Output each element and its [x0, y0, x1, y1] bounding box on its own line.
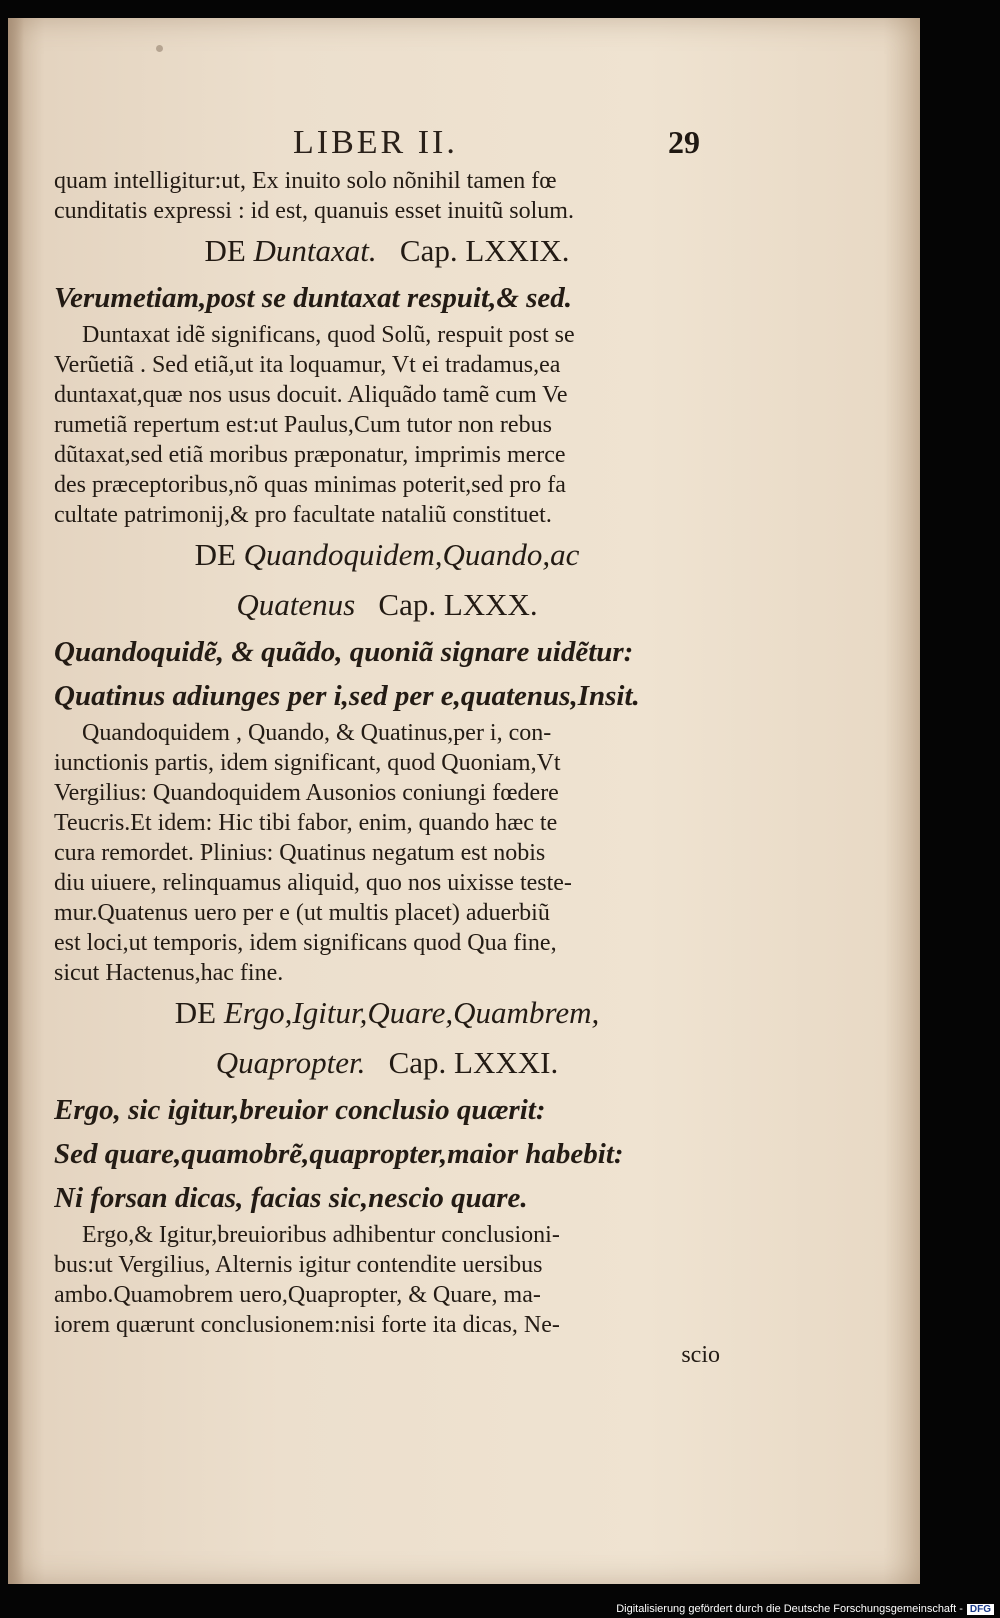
heading-word: Duntaxat. [253, 233, 377, 268]
text-line: des præceptoribus,nõ quas minimas poterit,sed pro fa [54, 472, 566, 498]
verse-line: Ni forsan dicas, facias sic,nescio quare. [54, 1182, 528, 1214]
text-line: est loci,ut temporis, idem significans quod Qua fine, [54, 930, 557, 956]
heading-word: Quapropter. [215, 1045, 366, 1080]
verse-line: Sed quare,quamobrẽ,quapropter,maior habebit: [54, 1138, 624, 1170]
running-title: LIBER II. [293, 124, 458, 161]
chapter-81-heading-line2 [54, 1038, 720, 1088]
digitization-credit [616, 1603, 994, 1615]
text-line: iunctionis partis, idem significant, quod Quoniam,Vt [54, 750, 561, 776]
verse-line: Ergo, sic igitur,breuior conclusio quærit: [54, 1094, 546, 1126]
heading-de: DE [204, 233, 246, 268]
chapter-79-heading [54, 226, 720, 276]
page-body [54, 166, 720, 1370]
heading-cap: Cap. LXXIX. [399, 233, 570, 268]
chapter-81-heading [54, 988, 720, 1038]
text-line: Verũetiã . Sed etiã,ut ita loquamur, Vt ei tradamus,ea [54, 352, 561, 378]
verse-line: Quatinus adiunges per i,sed per e,quatenus,Insit. [54, 680, 640, 712]
credit-text: Digitalisierung gefördert durch die Deutsche Forschungsgemeinschaft - [616, 1603, 963, 1615]
page-gutter-shadow [8, 18, 24, 1584]
text-line: mur.Quatenus uero per e (ut multis placet) aduerbiũ [54, 900, 550, 926]
text-line: cura remordet. Plinius: Quatinus negatum est nobis [54, 840, 546, 866]
heading-words: Ergo,Igitur,Quare,Quambrem, [223, 995, 600, 1030]
heading-word: Quatenus [236, 587, 356, 622]
chapter-80-heading-line2 [54, 580, 720, 630]
dfg-logo: DFG [967, 1604, 994, 1615]
text-line: cultate patrimonij,& pro facultate nataliũ constituet. [54, 502, 552, 528]
text-line: rumetiã repertum est:ut Paulus,Cum tutor non rebus [54, 412, 552, 438]
verse-line: Verumetiam,post se duntaxat respuit,& sed. [54, 282, 573, 314]
text-line: sicut Hactenus,hac fine. [54, 960, 284, 986]
text-line: diu uiuere, relinquamus aliquid, quo nos uixisse teste- [54, 870, 572, 896]
text-line: iorem quærunt conclusionem:nisi forte ita dicas, Ne- [54, 1312, 560, 1338]
text-line: bus:ut Vergilius, Alternis igitur contendite uersibus [54, 1252, 543, 1278]
text-line: ambo.Quamobrem uero,Quapropter, & Quare, ma- [54, 1282, 541, 1308]
text-line: Quandoquidem , Quando, & Quatinus,per i, con- [82, 720, 552, 746]
text-line: Duntaxat idẽ significans, quod Solũ, respuit post se [82, 322, 575, 348]
text-line: cunditatis expressi : id est, quanuis esset inuitũ solum. [54, 198, 574, 224]
text-line: dũtaxat,sed etiã moribus præponatur, imprimis merce [54, 442, 566, 468]
text-line: Teucris.Et idem: Hic tibi fabor, enim, quando hæc te [54, 810, 558, 836]
chapter-80-heading [54, 530, 720, 580]
book-page [8, 18, 920, 1584]
heading-cap: Cap. LXXX. [378, 587, 538, 622]
page-number: 29 [668, 124, 700, 160]
catchword: scio [681, 1342, 720, 1368]
heading-de: DE [174, 995, 217, 1030]
page-header [8, 124, 920, 164]
heading-cap: Cap. LXXXI. [388, 1045, 559, 1080]
text-line: Ergo,& Igitur,breuioribus adhibentur conclusioni- [82, 1222, 560, 1248]
text-line: quam intelligitur:ut, Ex inuito solo nõnihil tamen fœ [54, 168, 557, 194]
text-line: Vergilius: Quandoquidem Ausonios coniungi fœdere [54, 780, 559, 806]
verse-line: Quandoquidẽ, & quãdo, quoniã signare uidẽtur: [54, 636, 634, 668]
heading-de: DE [194, 537, 236, 572]
text-line: duntaxat,quæ nos usus docuit. Aliquãdo tamẽ cum Ve [54, 382, 568, 408]
ink-spot [156, 45, 163, 52]
heading-words: Quandoquidem,Quando,ac [243, 537, 580, 572]
